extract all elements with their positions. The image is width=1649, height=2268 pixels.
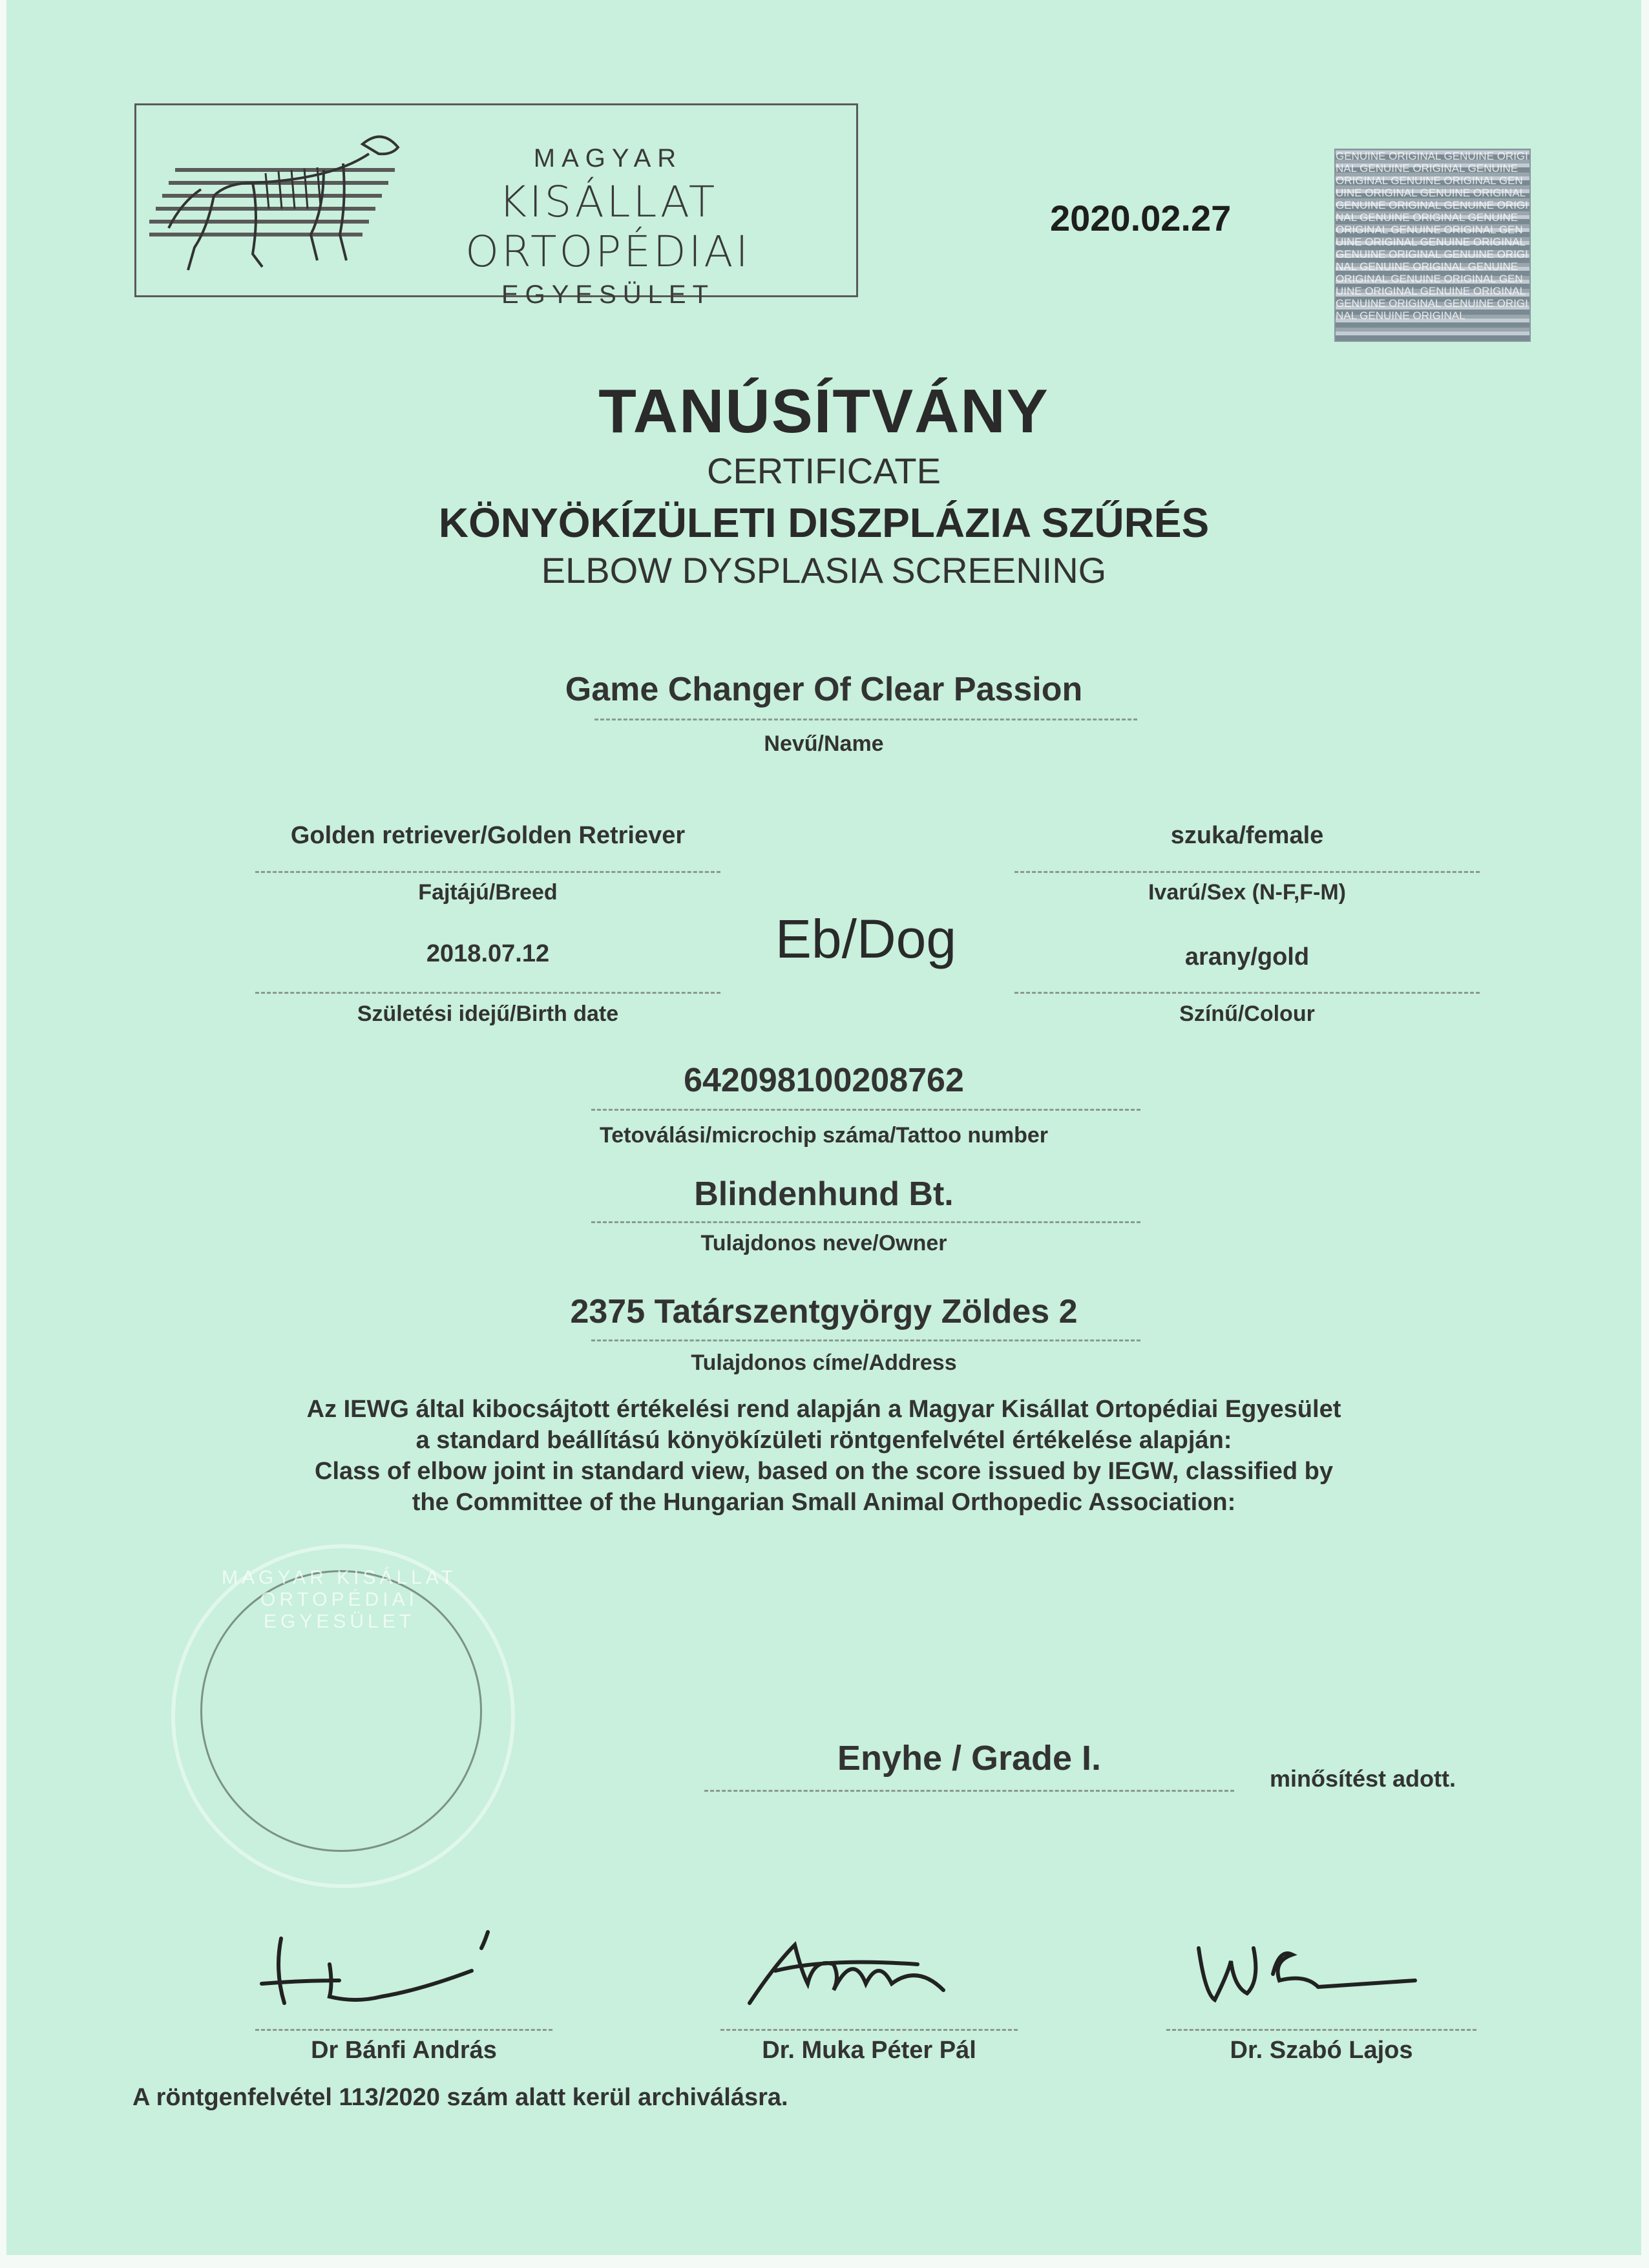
- signature-image-2: [737, 1932, 982, 2016]
- address-label: Tulajdonos címe/Address: [691, 1350, 957, 1375]
- sex-label: Ivarú/Sex (N-F,F-M): [1148, 880, 1347, 905]
- title-english: CERTIFICATE: [707, 450, 941, 491]
- owner-label: Tulajdonos neve/Owner: [700, 1231, 947, 1255]
- signature-image-1: [255, 1926, 527, 2016]
- breed-value: Golden retriever/Golden Retriever: [290, 822, 686, 849]
- organization-logo-box: [134, 103, 858, 309]
- org-name-line-3: EGYESÜLET: [501, 280, 715, 309]
- species-value: Eb/Dog: [775, 908, 957, 969]
- signatory-name-3: Dr. Szabó Lajos: [1230, 2037, 1413, 2064]
- grade-value: Enyhe / Grade I.: [837, 1739, 1102, 1778]
- seal-text: MAGYAR KISÁLLAT ORTOPÉDIAI EGYESÜLET: [222, 1567, 457, 1632]
- address-line: [591, 1339, 1140, 1341]
- hologram-text: GENUINE ORIGINAL GENUINE ORIGINAL GENUINE ORIGINAL GENUINE ORIGINAL GENUINE ORIGINAL GENUINE ORIGINAL GENUINE ORIGINAL GENUINE ORIGINAL GENUINE ORIGINAL GENUINE ORIGINAL GENUINE ORIGINAL GENUINE ORIGINAL GENUINE ORIGINAL GENUINE ORIGINAL GENUINE ORIGINAL GENUINE ORIGINAL GENUINE ORIGINAL GENUINE ORIGINAL GENUINE ORIGINAL GENUINE ORIGINAL GENUINE ORIGINAL GENUINE ORIGINAL GENUINE ORIGINAL GENUINE ORIGINAL: [1336, 150, 1528, 322]
- sex-line: [1014, 871, 1480, 873]
- dog-name-value: Game Changer Of Clear Passion: [565, 671, 1083, 708]
- statement-line-3: Class of elbow joint in standard view, based on the score issued by IEGW, classified by: [315, 1458, 1333, 1485]
- breed-line: [255, 871, 720, 873]
- owner-value: Blindenhund Bt.: [694, 1175, 954, 1213]
- org-name-line-1: MAGYAR: [533, 144, 683, 173]
- certificate-date: 2020.02.27: [1050, 198, 1232, 238]
- org-name-line-2: KISÁLLAT ORTOPÉDIAI: [465, 177, 751, 277]
- microchip-value: 642098100208762: [684, 1062, 964, 1099]
- subtitle-hungarian: KÖNYÖKÍZÜLETI DISZPLÁZIA SZŰRÉS: [438, 499, 1210, 546]
- statement-line-1: Az IEWG által kibocsájtott értékelési rend alapján a Magyar Kisállat Ortopédiai Egyesület: [306, 1396, 1341, 1423]
- birth-date-line: [255, 992, 720, 994]
- microchip-line: [591, 1109, 1140, 1111]
- signature-line-3: [1166, 2029, 1476, 2031]
- address-value: 2375 Tatárszentgyörgy Zöldes 2: [570, 1293, 1078, 1330]
- archive-note: A röntgenfelvétel 113/2020 szám alatt kerül archiválásra.: [132, 2084, 788, 2111]
- grade-suffix: minősítést adott.: [1270, 1765, 1456, 1792]
- colour-value: arany/gold: [1184, 943, 1310, 971]
- signatory-name-2: Dr. Muka Péter Pál: [762, 2037, 976, 2064]
- dog-name-label: Nevű/Name: [764, 731, 884, 756]
- colour-line: [1014, 992, 1480, 994]
- grade-line: [704, 1790, 1234, 1792]
- birth-date-value: 2018.07.12: [426, 940, 550, 967]
- colour-label: Színű/Colour: [1179, 1002, 1315, 1026]
- hologram-seal-icon: [1334, 149, 1531, 342]
- birth-date-label: Születési idejű/Birth date: [357, 1002, 619, 1026]
- microchip-label: Tetoválási/microchip száma/Tattoo number: [599, 1123, 1048, 1148]
- title-hungarian: TANÚSÍTVÁNY: [598, 377, 1049, 446]
- owner-line: [591, 1221, 1140, 1223]
- breed-label: Fajtájú/Breed: [418, 880, 558, 905]
- statement-line-2: a standard beállítású könyökízületi röntgenfelvétel értékelése alapján:: [415, 1427, 1232, 1454]
- subtitle-english: ELBOW DYSPLASIA SCREENING: [541, 550, 1107, 591]
- statement-line-4: the Committee of the Hungarian Small Animal Orthopedic Association:: [412, 1489, 1236, 1516]
- organization-name: [369, 144, 847, 310]
- signature-line-2: [720, 2029, 1018, 2031]
- signatory-name-1: Dr Bánfi András: [311, 2037, 497, 2064]
- sex-value: szuka/female: [1170, 822, 1324, 849]
- signature-line-1: [255, 2029, 552, 2031]
- dog-name-line: [594, 719, 1137, 720]
- signature-image-3: [1189, 1929, 1434, 2013]
- certificate-page: [6, 0, 1641, 2255]
